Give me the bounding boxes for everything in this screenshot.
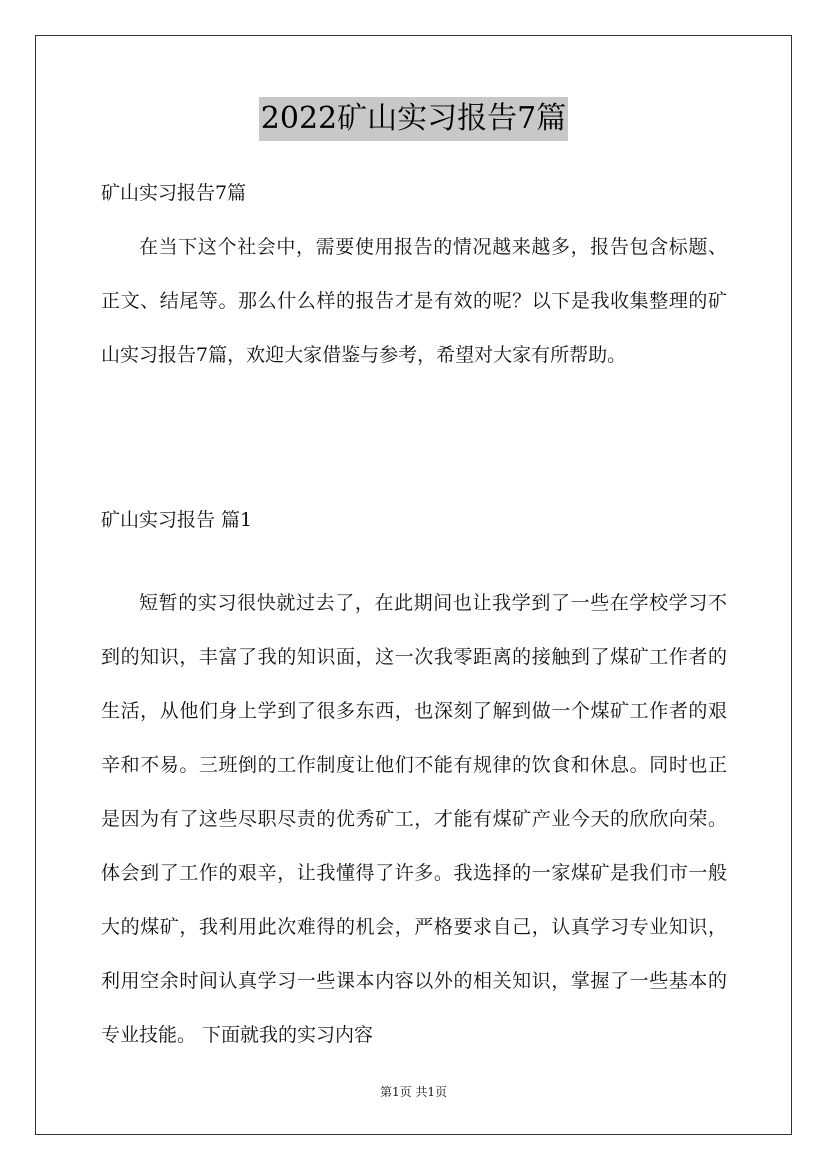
intro-paragraph: 在当下这个社会中，需要使用报告的情况越来越多，报告包含标题、正文、结尾等。那么什么样的报告才是有效的呢？以下是我收集整理的矿山实习报告7篇，欢迎大家借鉴与参考，希望对大家有所帮助。 <box>101 236 727 366</box>
section-paragraph: 短暂的实习很快就过去了，在此期间也让我学到了一些在学校学习不到的知识，丰富了我的知识面，这一次我零距离的接触到了煤矿工作者的生活，从他们身上学到了很多东西，也深刻了解到做一个煤矿工作者的艰辛和不易。三班倒的工作制度让他们不能有规律的饮食和休息。同时也正是因为有了这些尽职尽责的优秀矿工，才能有煤矿产业今天的欣欣向荣。 体会到了工作的艰辛，让我懂得了许多。我选择的一家煤矿是我们市一般大的煤矿，我利用此次难得的机会，严格要求自己，认真学习专业知识，利用空余时间认真学习一些课本内容以外的相关知识，掌握了一些基本的专业技能。 下面就我的实习内容 <box>101 592 727 1046</box>
section-heading: 矿山实习报告 篇1 <box>101 509 253 531</box>
page-number-footer: 第1页 共1页 <box>379 1085 448 1099</box>
title-container <box>0 97 827 141</box>
document-subtitle: 矿山实习报告7篇 <box>101 182 247 204</box>
document-title: 2022矿山实习报告7篇 <box>259 97 568 141</box>
